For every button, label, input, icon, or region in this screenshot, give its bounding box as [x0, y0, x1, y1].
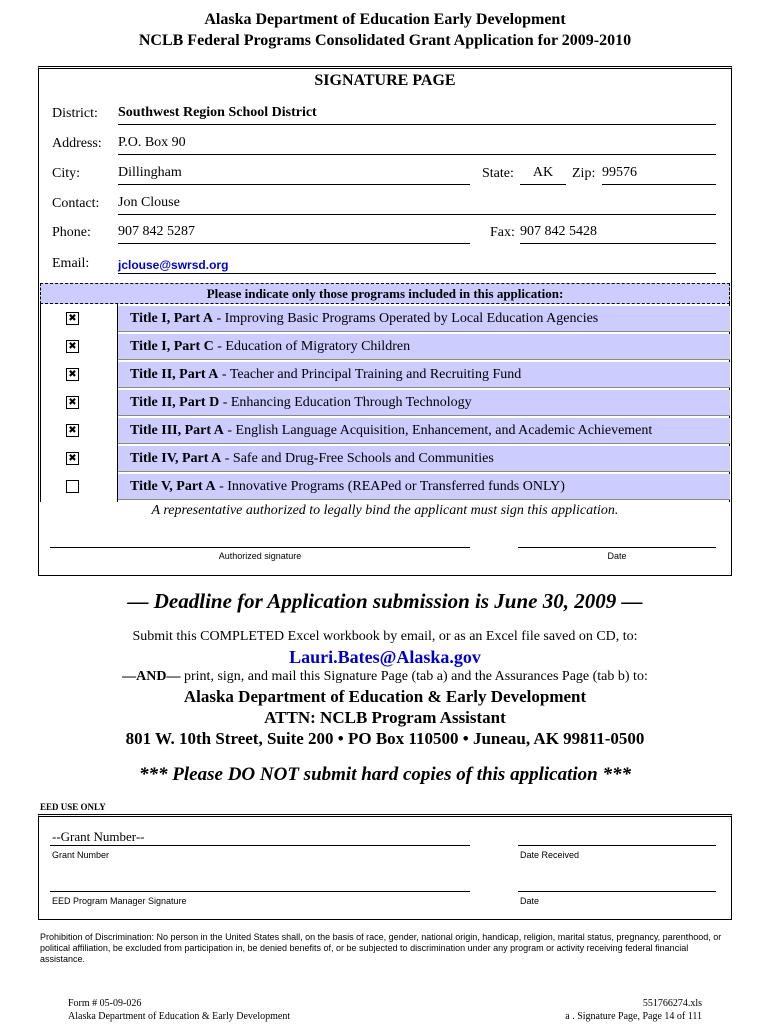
- program-checkbox[interactable]: ✖: [66, 312, 79, 325]
- signature-date-line[interactable]: [518, 547, 716, 548]
- grant-number-label: Grant Number: [52, 850, 110, 860]
- grant-number-line: [50, 845, 470, 846]
- mail-address-line-2: ATTN: NCLB Program Assistant: [264, 708, 506, 727]
- program-checkbox[interactable]: ✖: [66, 368, 79, 381]
- program-description: - Education of Migratory Children: [213, 339, 411, 354]
- program-description: - Improving Basic Programs Operated by Local Education Agencies: [212, 311, 599, 326]
- authorized-signature-label: Authorized signature: [218, 551, 302, 561]
- program-row: [118, 446, 730, 472]
- program-description: - Safe and Drug-Free Schools and Communities: [221, 451, 494, 466]
- programs-heading: Please indicate only those programs included in this application:: [40, 283, 730, 304]
- program-row: [118, 418, 730, 444]
- mail-address-line-3: 801 W. 10th Street, Suite 200 • PO Box 110500 • Juneau, AK 99811-0500: [125, 729, 645, 748]
- hard-copy-warning: *** Please DO NOT submit hard copies of this application ***: [139, 764, 631, 785]
- zip-field[interactable]: 99576: [602, 165, 716, 185]
- signature-note: A representative authorized to legally bind the applicant must sign this application.: [151, 503, 619, 518]
- state-label: State:: [482, 166, 514, 181]
- email-field[interactable]: jclouse@swrsd.org: [118, 254, 716, 274]
- submission-email-link[interactable]: Lauri.Bates@Alaska.gov: [289, 647, 481, 667]
- grant-number-value[interactable]: --Grant Number--: [52, 829, 145, 844]
- program-checkbox[interactable]: ✖: [66, 452, 79, 465]
- mail-instructions: [0, 669, 770, 685]
- program-description: - Innovative Programs (REAPed or Transferred funds ONLY): [215, 479, 565, 494]
- program-title: Title II, Part D: [130, 395, 220, 410]
- mail-address-line-1: Alaska Department of Education & Early Development: [183, 687, 587, 706]
- header-line-2: NCLB Federal Programs Consolidated Grant Application for 2009-2010: [138, 32, 632, 49]
- program-title: Title IV, Part A: [130, 451, 222, 466]
- program-checkbox[interactable]: ✖: [66, 424, 79, 437]
- contact-label: Contact:: [52, 196, 100, 211]
- phone-label: Phone:: [52, 225, 91, 240]
- discrimination-disclaimer: Prohibition of Discrimination: No person in the United States shall, on the basis of race, gender, national origin, handicap, religion, marital status, pregnancy, parenthood, or political affiliation, be excluded from participation in, be denied benefits of, or be subjected to discrimination under any program or activity receiving federal financial assistance.: [40, 932, 722, 964]
- eed-date-line[interactable]: [518, 891, 716, 892]
- deadline-heading: — Deadline for Application submission is June 30, 2009 —: [127, 589, 643, 613]
- program-title: Title I, Part A: [130, 311, 213, 326]
- footer-page-number: a . Signature Page, Page 14 of 111: [565, 1011, 702, 1022]
- authorized-signature-line[interactable]: [50, 547, 470, 548]
- date-received-label: Date Received: [520, 850, 580, 860]
- program-checkbox[interactable]: ✖: [66, 396, 79, 409]
- fax-label: Fax:: [490, 225, 515, 240]
- and-label: —AND—: [122, 669, 181, 684]
- program-row: [118, 362, 730, 388]
- program-row: [118, 390, 730, 416]
- program-description: - English Language Acquisition, Enhancement, and Academic Achievement: [223, 423, 653, 438]
- mail-instructions-text: print, sign, and mail this Signature Page (tab a) and the Assurances Page (tab b) to:: [180, 669, 648, 684]
- program-description: - Teacher and Principal Training and Recruiting Fund: [218, 367, 522, 382]
- program-title: Title III, Part A: [130, 423, 224, 438]
- fax-field[interactable]: 907 842 5428: [520, 224, 716, 244]
- city-label: City:: [52, 166, 81, 181]
- section-title: SIGNATURE PAGE: [314, 72, 456, 89]
- address-field[interactable]: P.O. Box 90: [118, 135, 716, 155]
- program-row: [118, 474, 730, 500]
- program-title: Title II, Part A: [130, 367, 219, 382]
- program-title: Title V, Part A: [130, 479, 216, 494]
- eed-use-only-label: EED USE ONLY: [40, 802, 106, 812]
- program-row: [118, 306, 730, 332]
- phone-field[interactable]: 907 842 5287: [118, 224, 470, 244]
- program-description: - Enhancing Education Through Technology: [219, 395, 472, 410]
- contact-field[interactable]: Jon Clouse: [118, 195, 716, 215]
- district-field[interactable]: Southwest Region School District: [118, 105, 716, 125]
- zip-label: Zip:: [572, 166, 596, 181]
- footer-department: Alaska Department of Education & Early Development: [68, 1011, 291, 1022]
- program-title: Title I, Part C: [130, 339, 214, 354]
- district-label: District:: [52, 106, 98, 121]
- header-line-1: Alaska Department of Education Early Development: [204, 11, 566, 28]
- signature-date-label: Date: [607, 551, 627, 561]
- address-label: Address:: [52, 136, 102, 151]
- state-field[interactable]: AK: [520, 165, 566, 185]
- program-checkbox[interactable]: [66, 480, 79, 493]
- city-field[interactable]: Dillingham: [118, 165, 470, 185]
- submit-instructions: Submit this COMPLETED Excel workbook by email, or as an Excel file saved on CD, to:: [132, 629, 638, 644]
- manager-signature-line[interactable]: [50, 891, 470, 892]
- eed-date-label: Date: [520, 896, 540, 906]
- manager-signature-label: EED Program Manager Signature: [52, 896, 187, 906]
- footer-file-name: 551766274.xls: [642, 998, 702, 1009]
- program-checkbox[interactable]: ✖: [66, 340, 79, 353]
- program-row: [118, 334, 730, 360]
- email-label: Email:: [52, 256, 90, 271]
- date-received-line[interactable]: [518, 845, 716, 846]
- footer-form-number: Form # 05-09-026: [68, 998, 142, 1009]
